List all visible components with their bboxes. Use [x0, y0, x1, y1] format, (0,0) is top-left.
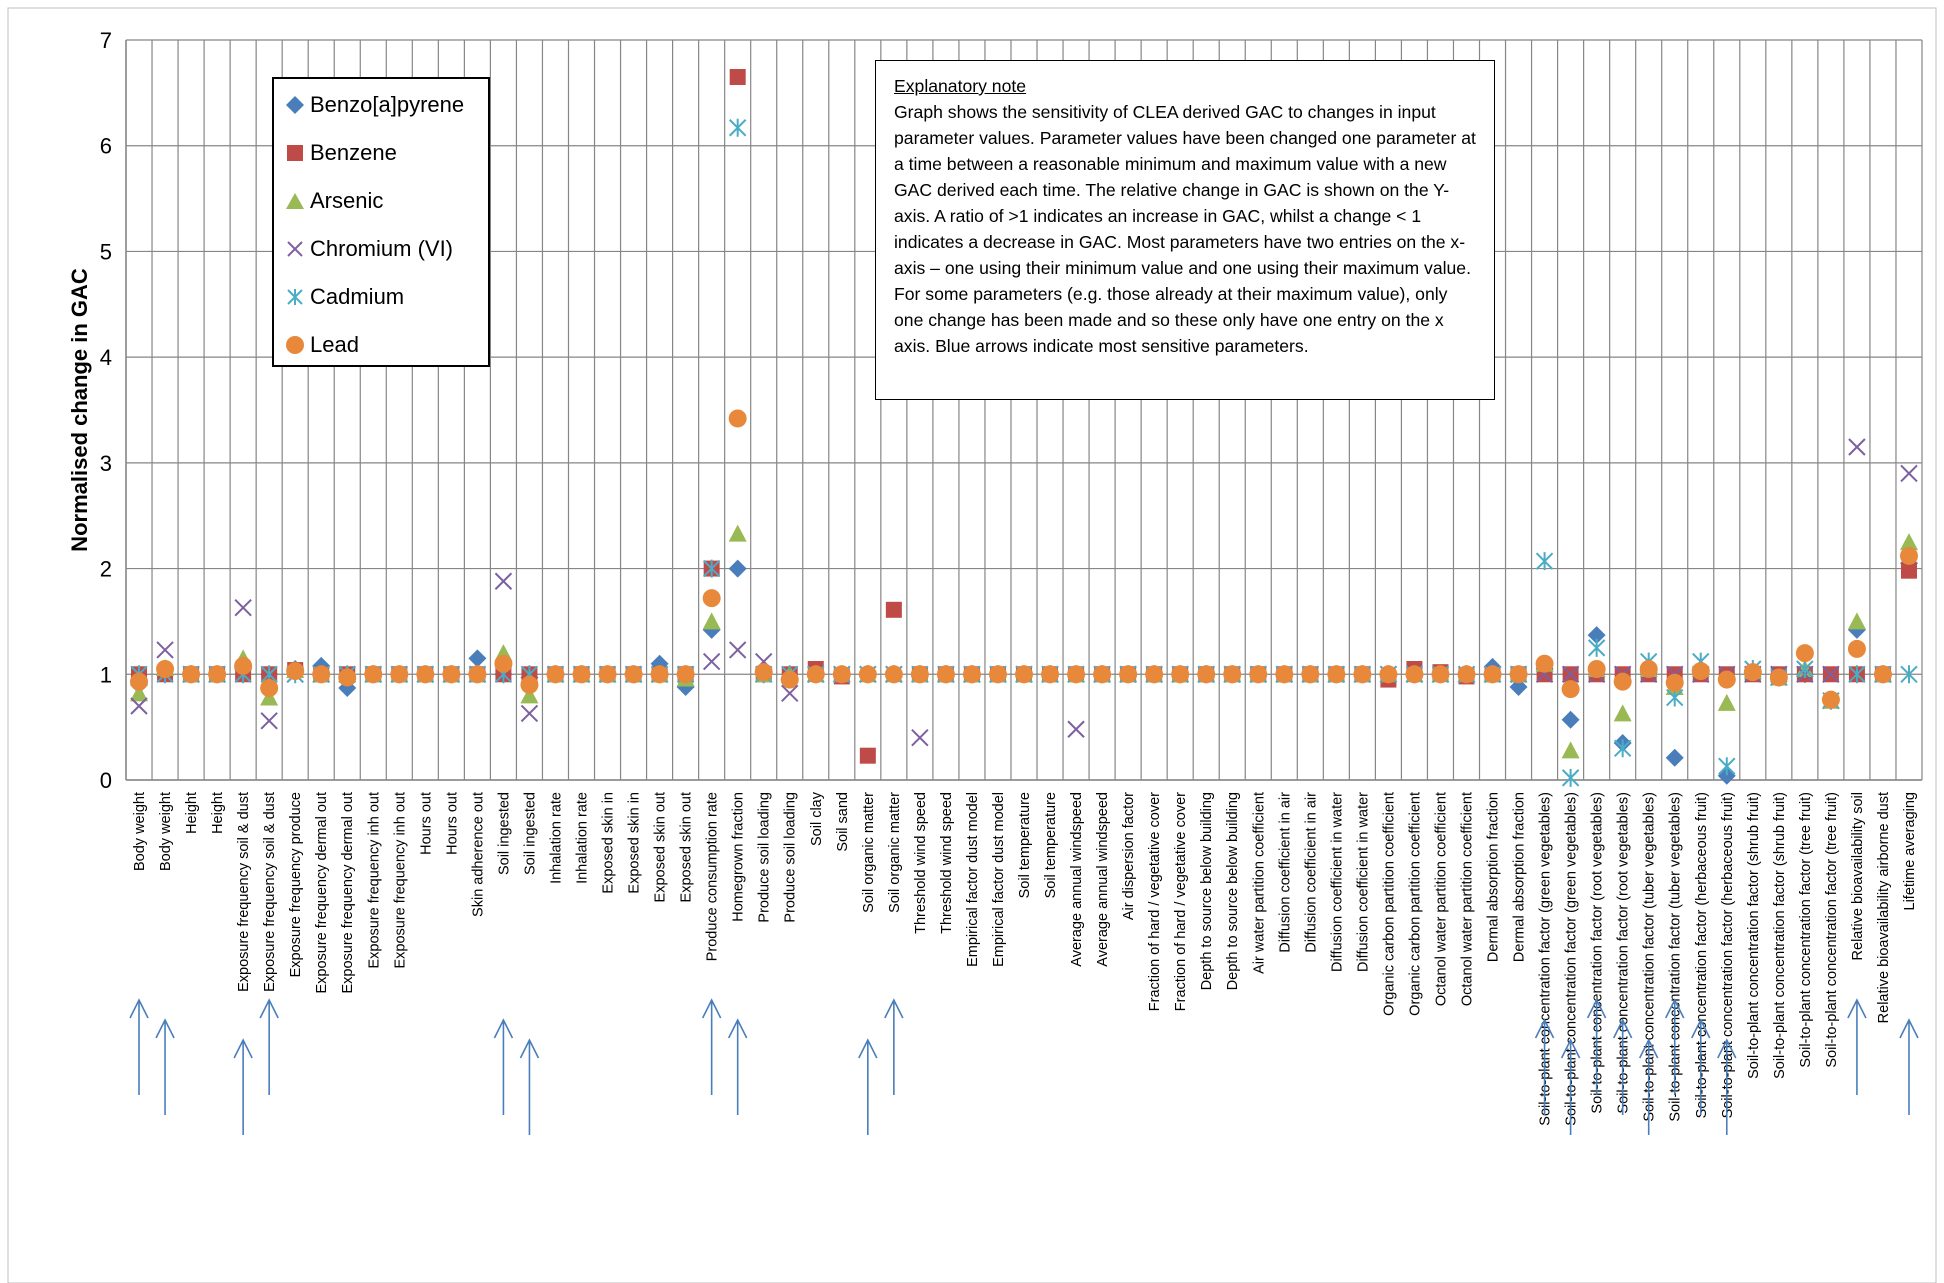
data-point: [495, 573, 511, 589]
data-point: [573, 665, 591, 683]
x-tick-label: Exposure frequency dermal out: [314, 792, 331, 994]
data-point: [157, 642, 173, 658]
data-point: [1171, 665, 1189, 683]
x-tick-label: Soil ingested: [496, 792, 513, 876]
data-point: [599, 665, 617, 683]
x-tick-label: Average annual windspeed: [1069, 792, 1086, 967]
data-point: [1301, 665, 1319, 683]
data-point: [468, 665, 486, 683]
data-point: [886, 602, 902, 618]
data-point: [729, 560, 747, 578]
x-tick-label: Soil-to-plant concentration factor (tuber vegetables): [1667, 792, 1684, 1122]
x-tick-label: Soil-to-plant concentration factor (root vegetables): [1615, 792, 1632, 1114]
data-point: [1041, 665, 1059, 683]
x-tick-label: Height: [210, 792, 227, 834]
x-tick-label: Exposed skin in: [626, 792, 643, 894]
data-point: [730, 642, 746, 658]
data-point: [1562, 741, 1580, 758]
data-point: [1484, 665, 1502, 683]
sensitivity-arrow-icon: [1900, 1020, 1918, 1115]
data-point: [1537, 552, 1553, 570]
data-point: [1562, 711, 1580, 729]
legend-item: [284, 323, 359, 367]
x-tick-label: Lifetime averaging: [1901, 792, 1918, 911]
x-tick-label: Diffusion coefficient in water: [1355, 792, 1372, 973]
x-tick-label: Exposure frequency dermal out: [340, 792, 357, 994]
x-tick-label: Body weight: [132, 792, 149, 871]
data-point: [860, 748, 876, 764]
x-tick-label: Diffusion coefficient in air: [1303, 792, 1320, 953]
sensitivity-arrow-icon: [859, 1040, 877, 1135]
x-tick-label: Hours out: [418, 792, 435, 855]
x-tick-label: Relative bioavailability airborne dust: [1875, 792, 1892, 1024]
x-tick-label: Octanol water partition coefficient: [1433, 792, 1450, 1007]
data-point: [130, 673, 148, 691]
data-point: [807, 665, 825, 683]
x-tick-label: Soil-to-plant concentration factor (tree fruit): [1797, 792, 1814, 1068]
data-point: [156, 660, 174, 678]
note-title: Explanatory note: [894, 76, 1027, 96]
x-tick-label: Organic carbon partition coefficient: [1381, 792, 1398, 1016]
data-point: [1379, 665, 1397, 683]
data-point: [312, 665, 330, 683]
x-tick-label: Soil-to-plant concentration factor (green vegetables): [1537, 792, 1554, 1126]
x-tick-label: Empirical factor dust model: [990, 791, 1007, 967]
x-tick-label: Exposure frequency produce: [288, 792, 305, 978]
data-point: [1588, 660, 1606, 678]
data-point: [729, 525, 747, 542]
x-tick-label: Depth to source below building: [1225, 792, 1242, 991]
legend-label: Benzo[a]pyrene: [310, 92, 465, 117]
data-point: [1145, 665, 1163, 683]
x-tick-label: Depth to source below building: [1199, 792, 1216, 991]
data-point: [1900, 547, 1918, 565]
chart-legend: [272, 77, 490, 367]
x-tick-label: Exposed skin out: [678, 792, 695, 903]
data-point: [703, 612, 721, 629]
x-tick-label: Empirical factor dust model: [964, 792, 981, 967]
y-tick-label: 5: [99, 239, 112, 265]
x-tick-label: Threshold wind speed: [912, 792, 929, 934]
x-tick-label: Dermal absorption fraction: [1485, 792, 1502, 963]
data-point: [1770, 668, 1788, 686]
data-point: [1692, 662, 1710, 680]
x-tick-label: Soil temperature: [1043, 792, 1060, 899]
data-point: [781, 671, 799, 689]
legend-label: Arsenic: [310, 188, 384, 213]
data-point: [364, 665, 382, 683]
x-tick-label: Height: [184, 792, 201, 834]
sensitivity-arrow-icon: [729, 1020, 747, 1115]
sensitivity-arrow-icon: [260, 1000, 278, 1095]
x-tick-label: Diffusion coefficient in air: [1277, 792, 1294, 953]
x-tick-label: Average annual windspeed: [1095, 792, 1112, 967]
data-point: [1615, 739, 1631, 757]
data-point: [729, 409, 747, 427]
data-point: [286, 662, 304, 680]
data-point: [703, 589, 721, 607]
data-point: [912, 730, 928, 746]
data-point: [468, 649, 486, 667]
note-body: Graph shows the sensitivity of CLEA derived GAC to changes in input parameter values. Parameter values have been changed one parameter at a time between a reasonable minimum and maximum value with a new GAC derived each time. The relative change in GAC is shown on the Y-axis. A ratio of >1 indicates an increase in GAC, whilst a change < 1 indicates a decrease in GAC. Most parameters have two entries on the x-axis – one using their minimum value and one using their maximum value. For some parameters (e.g. those already at their maximum value), only one change has been made and so these only have one entry on the x axis. Blue arrows indicate most sensitive parameters.: [894, 102, 1476, 356]
data-point: [1848, 612, 1866, 629]
y-tick-label: 4: [99, 345, 112, 371]
x-tick-label: Soil-to-plant concentration factor (tuber vegetables): [1641, 792, 1658, 1122]
x-tick-label: Exposed skin in: [600, 792, 617, 894]
data-point: [730, 119, 746, 137]
data-point: [1562, 680, 1580, 698]
data-point: [755, 663, 773, 681]
data-point: [963, 665, 981, 683]
x-tick-label: Soil organic matter: [860, 792, 877, 913]
data-point: [182, 665, 200, 683]
data-point: [1353, 665, 1371, 683]
data-point: [1249, 665, 1267, 683]
data-point: [625, 665, 643, 683]
legend-item: [284, 227, 453, 271]
data-point: [859, 665, 877, 683]
x-tick-label: Soil-to-plant concentration factor (herbaceous fruit): [1693, 792, 1710, 1119]
x-tick-label: Soil-to-plant concentration factor (shrub fruit): [1745, 792, 1762, 1079]
x-tick-label: Relative bioavailability soil: [1849, 792, 1866, 961]
legend-label: Lead: [310, 332, 359, 357]
sensitivity-arrow-icon: [885, 1000, 903, 1095]
data-point: [261, 713, 277, 729]
data-point: [546, 665, 564, 683]
x-tick-label: Soil organic matter: [886, 792, 903, 913]
data-point: [1718, 694, 1736, 711]
x-tick-label: Soil-to-plant concentration factor (herbaceous fruit): [1719, 792, 1736, 1119]
y-tick-label: 2: [99, 556, 112, 582]
data-point: [1067, 665, 1085, 683]
data-point: [390, 665, 408, 683]
data-point: [416, 665, 434, 683]
data-point: [1849, 439, 1865, 455]
x-tick-label: Soil temperature: [1017, 792, 1033, 899]
data-point: [1822, 691, 1840, 709]
legend-label: Cadmium: [310, 284, 405, 309]
y-tick-label: 7: [99, 28, 112, 53]
y-tick-label: 0: [99, 768, 112, 793]
x-tick-label: Hours out: [444, 792, 461, 855]
sensitivity-arrow-icon: [234, 1040, 252, 1135]
x-tick-label: Air water partition coefficient: [1251, 792, 1268, 974]
data-point: [911, 665, 929, 683]
y-tick-label: 6: [99, 133, 112, 159]
data-point: [1614, 673, 1632, 691]
y-tick-label: 1: [99, 662, 112, 688]
circle-marker-icon: [284, 334, 306, 356]
data-point: [1666, 749, 1684, 767]
star-marker-icon: [284, 286, 306, 308]
sensitivity-arrow-icon: [703, 1000, 721, 1095]
data-point: [1197, 665, 1215, 683]
x-tick-label: Threshold wind speed: [938, 792, 955, 934]
data-point: [704, 654, 720, 670]
x-tick-label: Skin adherence out: [470, 792, 487, 917]
sensitivity-arrow-icon: [494, 1020, 512, 1115]
x-tick-label: Organic carbon partition coefficient: [1407, 792, 1424, 1016]
x-tick-label: Soil-to-plant concentration factor (green vegetables): [1563, 792, 1580, 1126]
x-tick-label: Octanol water partition coefficient: [1459, 792, 1476, 1007]
data-point: [1796, 644, 1814, 662]
x-tick-label: Soil sand: [834, 792, 851, 852]
data-point: [1223, 665, 1241, 683]
data-point: [885, 665, 903, 683]
triangle-marker-icon: [284, 190, 306, 212]
sensitivity-arrow-icon: [156, 1020, 174, 1115]
data-point: [1275, 665, 1293, 683]
x-tick-label: Exposed skin out: [652, 792, 669, 903]
data-point: [1901, 465, 1917, 481]
x-marker-icon: [284, 238, 306, 260]
x-tick-label: Inhalation rate: [548, 792, 565, 884]
data-point: [1563, 769, 1579, 787]
x-tick-label: Produce consumption rate: [704, 792, 721, 962]
y-axis-label: Normalised change in GAC: [67, 268, 92, 552]
data-point: [1068, 721, 1084, 737]
x-tick-label: Soil ingested: [522, 792, 539, 876]
data-point: [1536, 655, 1554, 673]
data-point: [521, 705, 537, 721]
data-point: [208, 665, 226, 683]
square-marker-icon: [284, 142, 306, 164]
data-point: [677, 665, 695, 683]
data-point: [235, 600, 251, 616]
x-tick-label: Body weight: [158, 792, 175, 871]
x-tick-label: Soil-to-plant concentration factor (shrub fruit): [1771, 792, 1788, 1079]
data-point: [338, 668, 356, 686]
explanatory-note: [875, 60, 1495, 400]
data-point: [1719, 757, 1735, 775]
data-point: [1093, 665, 1111, 683]
data-point: [442, 665, 460, 683]
data-point: [520, 676, 538, 694]
data-point: [1901, 563, 1917, 579]
legend-label: Benzene: [310, 140, 397, 165]
data-point: [1589, 639, 1605, 657]
x-tick-label: Soil clay: [808, 792, 825, 846]
sensitivity-arrow-icon: [130, 1000, 148, 1095]
data-point: [1405, 665, 1423, 683]
data-point: [937, 665, 955, 683]
x-tick-label: Air dispersion factor: [1121, 792, 1138, 921]
data-point: [1510, 665, 1528, 683]
x-tick-label: Fraction of hard / vegetative cover: [1147, 792, 1164, 1012]
x-tick-label: Dermal absorption fraction: [1511, 792, 1528, 963]
diamond-marker-icon: [284, 94, 306, 116]
data-point: [1327, 665, 1345, 683]
x-tick-label: Exposure frequency inh out: [392, 792, 409, 969]
data-point: [1718, 671, 1736, 689]
legend-item: [284, 83, 464, 127]
data-point: [1431, 665, 1449, 683]
x-tick-label: Exposure frequency soil & dust: [236, 792, 253, 992]
data-point: [1614, 704, 1632, 721]
x-tick-label: Inhalation rate: [574, 792, 591, 884]
x-tick-label: Exposure frequency inh out: [366, 792, 383, 969]
data-point: [1640, 660, 1658, 678]
x-tick-label: Exposure frequency soil & dust: [262, 792, 279, 992]
data-point: [1874, 665, 1892, 683]
data-point: [260, 679, 278, 697]
x-tick-label: Soil-to-plant concentration factor (root vegetables): [1589, 792, 1606, 1114]
data-point: [833, 665, 851, 683]
data-point: [1457, 665, 1475, 683]
legend-label: Chromium (VI): [310, 236, 454, 261]
data-point: [1119, 665, 1137, 683]
legend-item: [284, 131, 397, 175]
x-tick-label: Produce soil loading: [782, 792, 799, 923]
x-tick-label: Produce soil loading: [756, 792, 773, 923]
data-point: [1666, 674, 1684, 692]
x-tick-label: Fraction of hard / vegetative cover: [1173, 792, 1190, 1012]
data-point: [1848, 640, 1866, 658]
data-point: [234, 657, 252, 675]
data-point: [494, 655, 512, 673]
x-tick-label: Diffusion coefficient in water: [1329, 792, 1346, 973]
sensitivity-arrow-icon: [1848, 1000, 1866, 1095]
data-point: [730, 69, 746, 85]
data-point: [1744, 663, 1762, 681]
x-tick-label: Soil-to-plant concentration factor (tree fruit): [1823, 791, 1840, 1068]
data-point: [989, 665, 1007, 683]
sensitivity-arrow-icon: [520, 1040, 538, 1135]
legend-item: [284, 179, 383, 223]
legend-item: [284, 275, 404, 319]
y-tick-label: 3: [99, 450, 112, 476]
data-point: [1015, 665, 1033, 683]
data-point: [651, 665, 669, 683]
x-tick-label: Homegrown fraction: [730, 792, 747, 922]
